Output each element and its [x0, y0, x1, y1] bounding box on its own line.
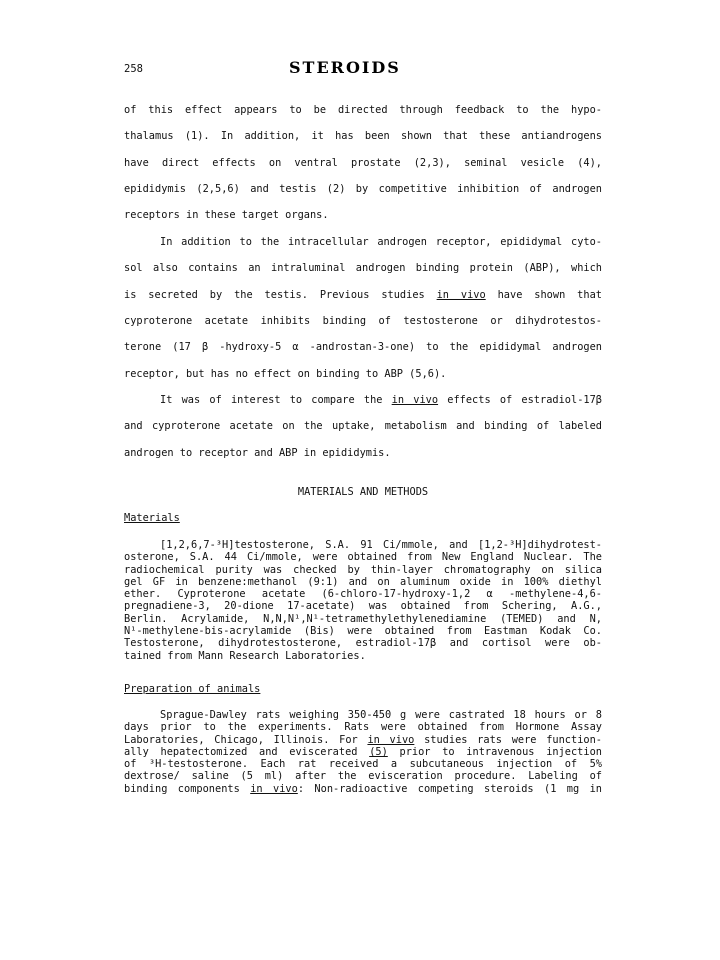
animals-text: binding components [124, 782, 251, 795]
animals-line: dextrose/ saline (5 ml) after the evisceration procedure. Labeling of [124, 770, 602, 783]
reference-citation: (5) [369, 745, 388, 758]
in-vivo-emphasis: in vivo [391, 394, 439, 406]
materials-line: osterone, S.A. 44 Ci/mmole, were obtained from New England Nuclear. The [124, 551, 602, 564]
animals-text: ally hepatectomized and eviscerated [124, 745, 370, 758]
materials-line: gel GF in benzene:methanol (9:1) and on aluminum oxide in 100% diethyl [124, 575, 602, 588]
materials-line: radiochemical purity was checked by thin-layer chromatography on silica [124, 563, 602, 576]
materials-line: Testosterone, dihydrotestosterone, estradiol-17β and cortisol were ob- [124, 637, 602, 650]
para2-text: is secreted by the testis. Previous studies [124, 289, 437, 301]
section-title: MATERIALS AND METHODS [297, 486, 429, 498]
animals-text: Laboratories, Chicago, Illinois. For [124, 733, 368, 746]
animals-line: Sprague-Dawley rats weighing 350-450 g were castrated 18 hours or 8 [160, 709, 602, 721]
para2-line [124, 289, 602, 302]
para2-line: terone (17 β -hydroxy-5 α -androstan-3-one) to the epididymal androgen [124, 341, 602, 353]
animals-paragraph [124, 709, 602, 795]
materials-line: Berlin. Acrylamide, N,N,N¹,N¹-tetramethylethylenediamine (TEMED) and N, [124, 612, 602, 625]
para2-line: sol also contains an intraluminal androgen binding protein (ABP), which [124, 262, 602, 274]
in-vivo-emphasis: in vivo [367, 733, 415, 746]
animals-line: days prior to the experiments. Rats were obtained from Hormone Assay [124, 721, 602, 734]
intro-line: have direct effects on ventral prostate (2,3), seminal vesicle (4), [124, 157, 602, 169]
animals-text: : Non-radioactive competing steroids (1 mg in [297, 782, 602, 795]
materials-line: ether. Cyproterone acetate (6-chloro-17-hydroxy-1,2 α -methylene-4,6- [124, 588, 602, 601]
journal-name: STEROIDS [289, 58, 401, 77]
animals-text: studies rats were function- [414, 733, 602, 746]
materials-paragraph [124, 539, 602, 662]
para3-line [160, 394, 602, 407]
intro-line: epididymis (2,5,6) and testis (2) by competitive inhibition of androgen [124, 183, 602, 195]
para3-line: androgen to receptor and ABP in epididymis. [124, 447, 391, 459]
intro-line: of this effect appears to be directed through feedback to the hypo- [124, 104, 602, 116]
animals-line [124, 734, 602, 746]
materials-line: pregnadiene-3, 20-dione 17-acetate) was obtained from Schering, A.G., [124, 600, 602, 613]
materials-line: N¹-methylene-bis-acrylamide (Bis) were obtained from Eastman Kodak Co. [124, 625, 602, 638]
page-number: 258 [124, 63, 143, 75]
materials-line: tained from Mann Research Laboratories. [124, 649, 366, 662]
animals-line [124, 746, 602, 758]
in-vivo-emphasis: in vivo [436, 289, 486, 301]
materials-line: [1,2,6,7-³H]testosterone, S.A. 91 Ci/mmole, and [1,2-³H]dihydrotest- [160, 539, 602, 551]
animals-text: prior to intravenous injection [387, 745, 602, 758]
para2-line: In addition to the intracellular androgen receptor, epididymal cyto- [160, 236, 602, 248]
para3-line: and cyproterone acetate on the uptake, metabolism and binding of labeled [124, 420, 602, 432]
para2-line: receptor, but has no effect on binding to ABP (5,6). [124, 368, 447, 380]
para3-text: effects of estradiol-17β [438, 394, 602, 406]
para3-text: It was of interest to compare the [160, 394, 392, 406]
animals-heading: Preparation of animals [124, 683, 261, 695]
para2-text: have shown that [485, 289, 602, 301]
materials-heading: Materials [124, 512, 180, 524]
intro-line: thalamus (1). In addition, it has been shown that these antiandrogens [124, 130, 602, 142]
animals-line [124, 783, 602, 795]
animals-line: of ³H-testosterone. Each rat received a subcutaneous injection of 5% [124, 758, 602, 771]
para2-line: cyproterone acetate inhibits binding of testosterone or dihydrotestos- [124, 315, 602, 327]
in-vivo-emphasis: in vivo [250, 782, 298, 795]
intro-line: receptors in these target organs. [124, 209, 329, 221]
